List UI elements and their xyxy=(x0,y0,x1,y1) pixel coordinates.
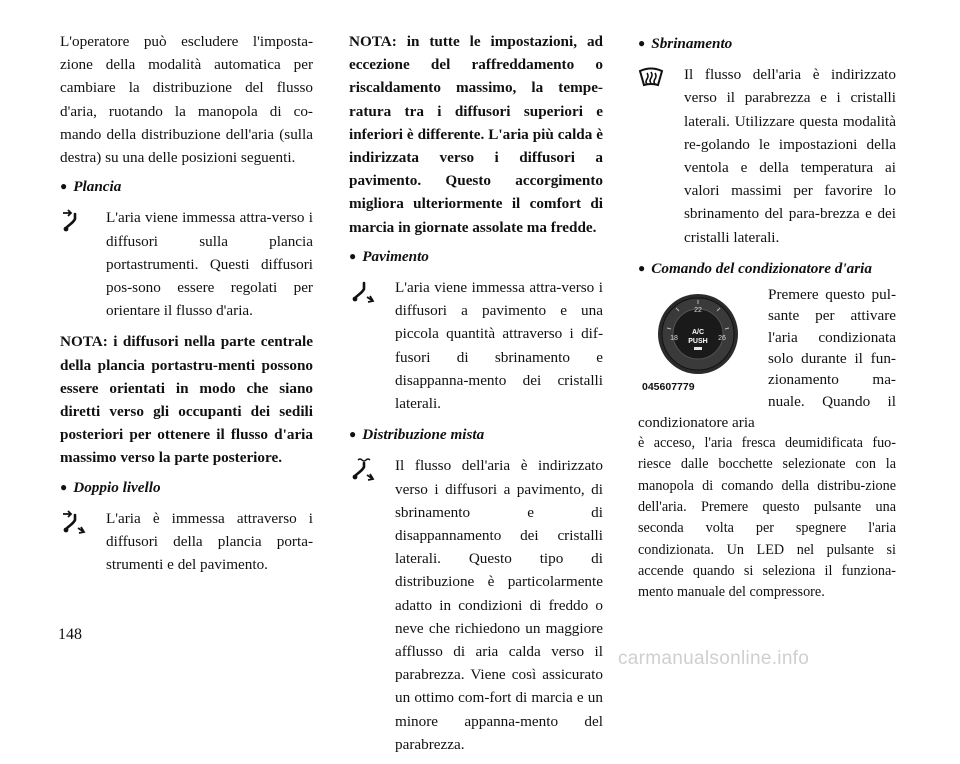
knob-num-right: 26 xyxy=(718,335,726,343)
heading-plancia: ● Plancia xyxy=(60,178,122,196)
item-pavimento xyxy=(349,276,603,415)
page-number: 148 xyxy=(58,626,82,643)
column-1 xyxy=(60,30,313,584)
item-doppio xyxy=(60,507,313,577)
knob-label-ac: A/C xyxy=(691,329,705,337)
ac-knob-icon xyxy=(638,290,758,376)
mix-vent-icon xyxy=(349,456,375,482)
mista-text: Il flusso dell'aria è indirizzato verso i diffusori a pavimento, di sbrinamento e di disappannamento dei cristalli laterali. Questo tipo di distribuzione è particolarmente adatto in condizioni di freddo o neve che richiedono un maggiore afflusso di aria calda verso il parabrezza. Viene così assicurato un ottimo com-fort di marcia e un minore appanna-mento del parabrezza. xyxy=(395,457,603,753)
watermark: carmanualsonline.info xyxy=(618,648,810,669)
knob-num-top: 22 xyxy=(694,307,702,315)
knob-num-left: 18 xyxy=(670,335,678,343)
heading-pavimento: ● Pavimento xyxy=(349,247,429,265)
heading-ac: ● Comando del condizionatore d'aria xyxy=(638,259,872,277)
intro-paragraph: L'operatore può escludere l'imposta-zione della modalità automatica per cambiare la distribuzione del flusso d'aria, ruotando la manopola di co-mando della distribuzione dell'aria (sulla destra) su una delle posizioni seguenti. xyxy=(60,33,313,167)
dashboard-vent-icon xyxy=(60,208,86,234)
heading-sbrinamento: ● Sbrinamento xyxy=(638,35,733,52)
pavimento-text: L'aria viene immessa attra-verso i diffusori a pavimento e una piccola quantità attraverso i dif-fusori di sbrinamento e disappanna-mento dei cristalli laterali. xyxy=(395,279,603,413)
image-code: 045607779 xyxy=(642,381,695,394)
heading-mista: ● Distribuzione mista xyxy=(349,426,485,444)
item-plancia xyxy=(60,206,313,322)
plancia-text: L'aria viene immessa attra-verso i diffusori sulla plancia portastrumenti. Questi diffusori pos-sono essere regolati per orientare il flusso d'aria. xyxy=(106,209,313,320)
bilevel-vent-icon xyxy=(60,509,86,535)
column-2 xyxy=(349,30,603,764)
ac-text-rest: è acceso, l'aria fresca deumidificata fuo-riesce dalle bocchette selezionate con la manopola di comando della distribu-zione dell'aria. Premere questo pulsante una seconda volta per spegnere l'aria condizionata. Un LED nel pulsante si accende quando si seleziona il funziona-mento manuale del compressore. xyxy=(638,435,896,601)
ac-led-indicator xyxy=(694,347,702,350)
defrost-icon xyxy=(638,65,664,91)
sbrinamento-text: Il flusso dell'aria è indirizzato verso il parabrezza e i cristalli laterali. Utilizzare questa modalità re-golando le impostazioni della ventola e della temperatura ai valori massimi per favorire lo sbrinamento del para-brezza e dei cristalli laterali. xyxy=(684,66,896,246)
ac-knob-illustration xyxy=(638,290,758,392)
floor-vent-icon xyxy=(349,278,375,304)
ac-section xyxy=(638,284,896,603)
doppio-text: L'aria è immessa attraverso i diffusori della plancia porta-strumenti e del pavimento. xyxy=(106,509,313,574)
knob-label-push: PUSH xyxy=(688,338,708,346)
heading-doppio: ● Doppio livello xyxy=(60,478,161,496)
column-3 xyxy=(638,30,896,603)
item-mista xyxy=(349,454,603,756)
note-center-vents: NOTA: i diffusori nella parte centrale della plancia portastru-menti possono essere orientati in modo che siano diretti verso gli occupanti dei sedili posteriori per ottenere il flusso d'aria massimo verso la parte posteriore. xyxy=(60,333,313,467)
ac-text-side: Premere questo pul-sante per attivare l'aria condizionata solo durante il fun-zionamento ma-nuale. Quando il condizionatore aria xyxy=(638,286,896,431)
item-sbrinamento xyxy=(638,63,896,249)
note-temperature: NOTA: in tutte le impostazioni, ad eccezione del raffreddamento o riscaldamento massimo, la tempe-ratura tra i diffusori superiori e inferiori è differente. L'aria più calda è indirizzata verso i diffusori a pavimento. Questo accorgimento migliora ulteriormente il comfort di marcia in giornate assolate ma fredde. xyxy=(349,33,603,236)
